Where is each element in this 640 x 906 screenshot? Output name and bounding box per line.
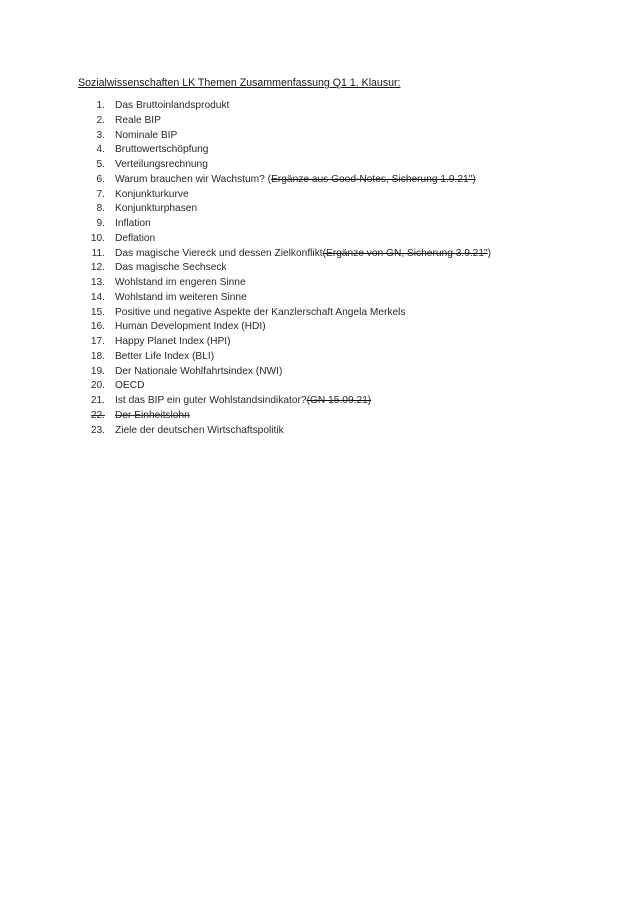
item-text: Inflation — [115, 218, 151, 229]
item-number: 21. — [90, 395, 105, 406]
item-number: 20. — [90, 380, 105, 392]
item-number: 3. — [96, 129, 105, 141]
item-text: Verteilungsrechnung — [115, 159, 208, 170]
list-item — [78, 129, 491, 144]
list-item — [78, 232, 491, 247]
item-number: 19. — [90, 365, 105, 377]
item-text: Reale BIP — [115, 114, 161, 126]
list-item — [78, 365, 491, 380]
list-item — [78, 99, 491, 114]
item-number: 9. — [96, 218, 105, 229]
item-text: Positive und negative Aspekte der Kanzlerschaft Angela Merkels — [115, 306, 406, 318]
list-item — [78, 320, 491, 335]
item-text: Konjunkturkurve — [115, 188, 189, 200]
item-text: Nominale BIP — [115, 129, 178, 141]
list-item — [78, 217, 491, 232]
item-number: 2. — [96, 114, 105, 126]
struck-note: Ergänze aus Good-Notes, Sicherung 1.9.21") — [271, 173, 476, 185]
item-number: 11. — [91, 247, 105, 259]
item-text: Bruttowertschöpfung — [115, 144, 209, 156]
document-title: Sozialwissenschaften LK Themen Zusammenfassung Q1 1. Klausur: — [78, 77, 401, 89]
list-item — [78, 291, 491, 306]
list-item — [78, 394, 491, 409]
list-item — [78, 114, 491, 129]
item-number: 22. — [90, 409, 105, 421]
list-item — [78, 261, 491, 276]
item-number: 12. — [90, 262, 105, 274]
item-number: 7. — [96, 188, 105, 200]
item-suffix: ) — [487, 247, 492, 259]
item-number: 1. — [96, 100, 105, 111]
item-text: Ist das BIP ein guter Wohlstandsindikator? — [115, 395, 307, 406]
list-item — [78, 306, 491, 321]
item-text: Das Bruttoinlandsprodukt — [115, 100, 230, 111]
list-item — [78, 424, 491, 439]
list-item — [78, 202, 491, 217]
item-text: Der Nationale Wohlfahrtsindex (NWI) — [115, 365, 283, 377]
item-number: 18. — [90, 350, 105, 362]
item-text: Das magische Sechseck — [115, 262, 227, 274]
item-text: Human Development Index (HDI) — [115, 321, 266, 333]
item-number: 23. — [90, 424, 105, 436]
item-number: 13. — [90, 277, 105, 288]
item-text: Ziele der deutschen Wirtschaftspolitik — [115, 424, 284, 436]
list-item — [78, 379, 491, 394]
item-text: Das magische Viereck und dessen Zielkonflikt — [115, 247, 323, 259]
item-number: 5. — [96, 159, 105, 170]
item-number: 10. — [90, 232, 105, 244]
item-text: Wohlstand im weiteren Sinne — [115, 291, 247, 303]
list-item — [78, 276, 491, 291]
item-number: 16. — [90, 321, 105, 333]
item-text: OECD — [115, 380, 145, 392]
struck-note: (Ergänze von GN, Sicherung 3.9.21" — [322, 247, 488, 259]
list-item — [78, 188, 491, 203]
item-number: 14. — [90, 291, 105, 303]
item-text: Happy Planet Index (HPI) — [115, 336, 231, 347]
list-item — [78, 143, 491, 158]
item-text: Konjunkturphasen — [115, 203, 198, 215]
item-text: Warum brauchen wir Wachstum? ( — [115, 173, 272, 185]
item-text: Deflation — [115, 232, 156, 244]
item-number: 4. — [96, 144, 105, 156]
item-text: Better Life Index (BLI) — [115, 350, 215, 362]
list-item — [78, 158, 491, 173]
item-number: 8. — [96, 203, 105, 215]
list-item — [78, 247, 491, 262]
topic-list — [78, 99, 491, 438]
list-item — [78, 173, 491, 188]
list-item — [78, 350, 491, 365]
list-item-struck — [78, 409, 491, 424]
list-item — [78, 335, 491, 350]
item-text: Wohlstand im engeren Sinne — [115, 277, 246, 288]
item-text: Der Einheitslohn — [115, 409, 190, 421]
item-number: 15. — [90, 306, 105, 318]
item-number: 17. — [90, 336, 105, 347]
struck-note: (GN 15.09.21) — [306, 395, 372, 406]
item-number: 6. — [96, 173, 105, 185]
